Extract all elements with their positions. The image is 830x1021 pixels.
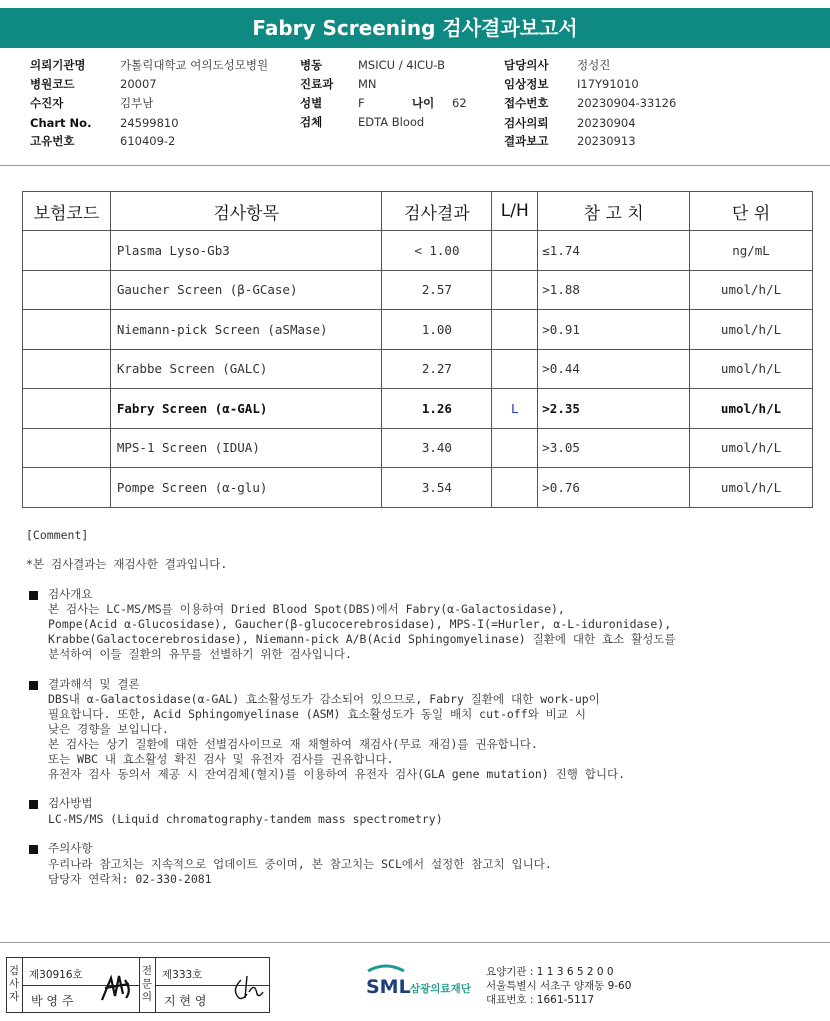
cell-code [23,468,111,508]
comment-label: [Comment] [26,528,89,542]
cell-ref: >0.76 [538,468,690,508]
cell-unit: umol/h/L [690,310,813,350]
unique-label: 고유번호 [30,134,75,148]
dept-value: MN [358,77,377,91]
tester-name: 박 영 주 [31,994,74,1008]
cell-code [23,428,111,468]
chart-no: 24599810 [120,116,179,130]
agency-no: 요양기관 : 1 1 3 6 5 2 0 0 [486,966,614,978]
report-label: 결과보고 [504,134,549,148]
section-heading-caution: 주의사항 [48,841,93,855]
bullet-square-icon [29,845,38,854]
reviewer-label: 전문의 [141,965,153,1003]
cell-result: 3.54 [382,468,492,508]
header-divider [0,165,830,166]
cell-lh [492,270,538,310]
chart-label: Chart No. [30,116,92,130]
tester-license-no: 제30916호 [29,969,83,981]
col-unit: 단 위 [690,192,813,231]
section-line: Pompe(Acid α-Glucosidase), Gaucher(β-glucocerebrosidase), MPS-I(=Hurler, α-L-iduronidase), [48,617,672,631]
section-line: DBS내 α-Galactosidase(α-GAL) 효소활성도가 감소되어 있으므로, Fabry 질환에 대한 work-up이 [48,692,600,706]
ward-label: 병동 [300,58,323,72]
col-reference: 참 고 치 [538,192,690,231]
cell-code [23,270,111,310]
hospital-code-label: 병원코드 [30,77,75,91]
section-heading-method: 검사방법 [48,796,93,810]
cell-lh [492,231,538,271]
table-row [23,428,813,468]
specimen-value: EDTA Blood [358,115,425,129]
cell-unit: umol/h/L [690,428,813,468]
table-row [23,349,813,389]
col-lh: L/H [492,192,538,231]
col-test-item: 검사항목 [110,192,382,231]
sml-logo-icon [364,963,484,1003]
bullet-square-icon [29,800,38,809]
specimen-label: 검체 [300,115,323,129]
doctor-label: 담당의사 [504,58,549,72]
table-row [23,468,813,508]
col-insurance-code: 보험코드 [23,192,111,231]
cell-ref: >3.05 [538,428,690,468]
patient-label: 수진자 [30,96,64,110]
signature-box [6,957,270,1013]
cell-item: MPS-1 Screen (IDUA) [110,428,382,468]
cell-ref: >1.88 [538,270,690,310]
bullet-square-icon [29,591,38,600]
section-line: 담당자 연락처: 02-330-2081 [48,872,212,886]
section-line: 본 검사는 상기 질환에 대한 선별검사이므로 재 채혈하여 재검사(무료 재검)를 권유합니다. [48,737,538,751]
section-line: 분석하여 이들 질환의 유무를 선별하기 위한 검사입니다. [48,647,352,661]
cell-item: Pompe Screen (α-glu) [110,468,382,508]
cell-ref: >0.44 [538,349,690,389]
section-line: 또는 WBC 내 효소활성 확진 검사 및 유전자 검사를 권유합니다. [48,752,394,766]
comment-note: *본 검사결과는 재검사한 결과입니다. [26,557,228,571]
cell-item: Krabbe Screen (GALC) [110,349,382,389]
cell-unit: umol/h/L [690,468,813,508]
request-label: 검사의뢰 [504,116,549,130]
cell-unit: umol/h/L [690,270,813,310]
col-result: 검사결과 [382,192,492,231]
phone: 대표번호 : 1661-5117 [486,994,595,1006]
section-line: 필요합니다. 또한, Acid Sphingomyelinase (ASM) 효소활성도가 동일 배치 cut-off와 비교 시 [48,707,586,721]
sex-value: F [358,96,365,110]
receipt-label: 접수번호 [504,96,549,110]
hospital-code-value: 20007 [120,77,157,91]
section-line: 우리나라 참고치는 지속적으로 업데이트 중이며, 본 참고치는 SCL에서 설정한 참고치 입니다. [48,857,552,871]
cell-code [23,349,111,389]
cell-ref: >2.35 [538,389,690,429]
cell-code [23,310,111,350]
age-value: 62 [452,96,467,110]
cell-item: Fabry Screen (α-GAL) [110,389,382,429]
cell-result: < 1.00 [382,231,492,271]
section-line: 본 검사는 LC-MS/MS를 이용하여 Dried Blood Spot(DBS)에서 Fabry(α-Galactosidase), [48,602,565,616]
cell-result: 2.57 [382,270,492,310]
section-heading-overview: 검사개요 [48,587,93,601]
cell-result: 1.00 [382,310,492,350]
cell-lh [492,349,538,389]
results-table [22,191,813,508]
request-date: 20230904 [577,116,636,130]
section-line: 낮은 경향을 보입니다. [48,722,169,736]
age-label: 나이 [412,96,435,110]
reviewer-license-no: 제333호 [162,969,203,981]
logo-org-name: 삼광의료재단 [410,983,471,995]
cell-unit: umol/h/L [690,389,813,429]
cell-code [23,231,111,271]
cell-item: Niemann-pick Screen (aSMase) [110,310,382,350]
cell-result: 1.26 [382,389,492,429]
cell-item: Plasma Lyso-Gb3 [110,231,382,271]
cell-result: 2.27 [382,349,492,389]
table-header-row [23,192,813,231]
address: 서울특별시 서초구 양재동 9-60 [486,980,632,992]
cell-lh [492,310,538,350]
institution-label: 의뢰기관명 [30,58,86,72]
report-date: 20230913 [577,134,636,148]
receipt-value: 20230904-33126 [577,96,677,110]
cell-code [23,389,111,429]
section-heading-interpretation: 결과해석 및 결론 [48,677,140,691]
unique-no: 610409-2 [120,134,176,148]
table-row [23,231,813,271]
clinical-value: I17Y91010 [577,77,639,91]
section-line: 유전자 검사 동의서 제공 시 잔여검체(혈지)를 이용하여 유전자 검사(GLA gene mutation) 진행 합니다. [48,767,626,781]
cell-ref: ≤1.74 [538,231,690,271]
reviewer-signature-icon [229,970,265,1004]
table-row [23,270,813,310]
section-line: Krabbe(Galactocerebrosidase), Niemann-pick A/B(Acid Sphingomyelinase) 질환에 대한 효소 활성도를 [48,632,676,646]
patient-name: 김부남 [120,96,154,110]
cell-lh [492,428,538,468]
cell-item: Gaucher Screen (β-GCase) [110,270,382,310]
tester-label: 검사자 [8,965,20,1003]
cell-ref: >0.91 [538,310,690,350]
reviewer-name: 지 현 영 [164,994,207,1008]
cell-unit: ng/mL [690,231,813,271]
logo-text: SML [366,976,411,998]
cell-result: 3.40 [382,428,492,468]
section-line: LC-MS/MS (Liquid chromatography-tandem mass spectrometry) [48,812,443,826]
dept-label: 진료과 [300,77,334,91]
cell-lh [492,468,538,508]
footer-divider [0,942,830,943]
institution-value: 가톨릭대학교 여의도성모병원 [120,58,269,72]
ward-value: MSICU / 4ICU-B [358,58,446,72]
tester-signature-icon [99,970,135,1004]
clinical-label: 임상정보 [504,77,549,91]
bullet-square-icon [29,681,38,690]
table-row-flagged [23,389,813,429]
doctor-value: 정성진 [577,58,611,72]
table-row [23,310,813,350]
sex-label: 성별 [300,96,323,110]
cell-unit: umol/h/L [690,349,813,389]
report-title: Fabry Screening 검사결과보고서 [0,8,830,48]
cell-lh-low-flag: L [492,389,538,429]
sml-logo [364,963,484,1007]
